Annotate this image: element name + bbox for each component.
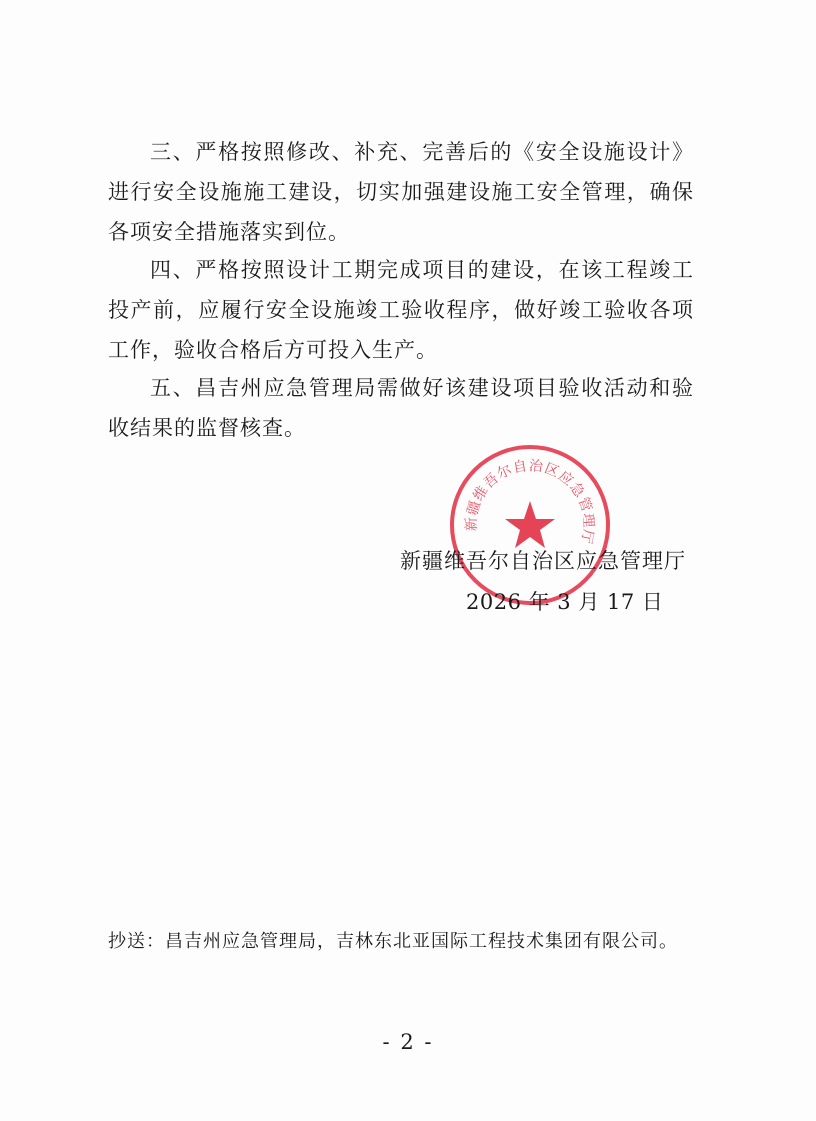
official-seal: [448, 443, 612, 607]
issuer-name: 新疆维吾尔自治区应急管理厅: [400, 549, 686, 573]
page-number: - 2 -: [382, 1030, 434, 1054]
issue-date: 2026 年 3 月 17 日: [466, 590, 664, 614]
seal-text: 新疆维吾尔自治区应急管理厅: [463, 458, 597, 546]
seal-star-icon: [505, 501, 555, 548]
cc-line: 抄送：昌吉州应急管理局，吉林东北亚国际工程技术集团有限公司。: [108, 931, 678, 952]
paragraph-4: 四、严格按照设计工期完成项目的建设，在该工程竣工投产前，应履行安全设施竣工验收程序，做好竣工验收各项工作，验收合格后方可投入生产。: [108, 258, 694, 362]
paragraph-3: 三、严格按照修改、补充、完善后的《安全设施设计》进行安全设施施工建设，切实加强建设施工安全管理，确保各项安全措施落实到位。: [108, 140, 694, 244]
paragraph-5: 五、昌吉州应急管理局需做好该建设项目验收活动和验收结果的监督核查。: [108, 376, 694, 440]
